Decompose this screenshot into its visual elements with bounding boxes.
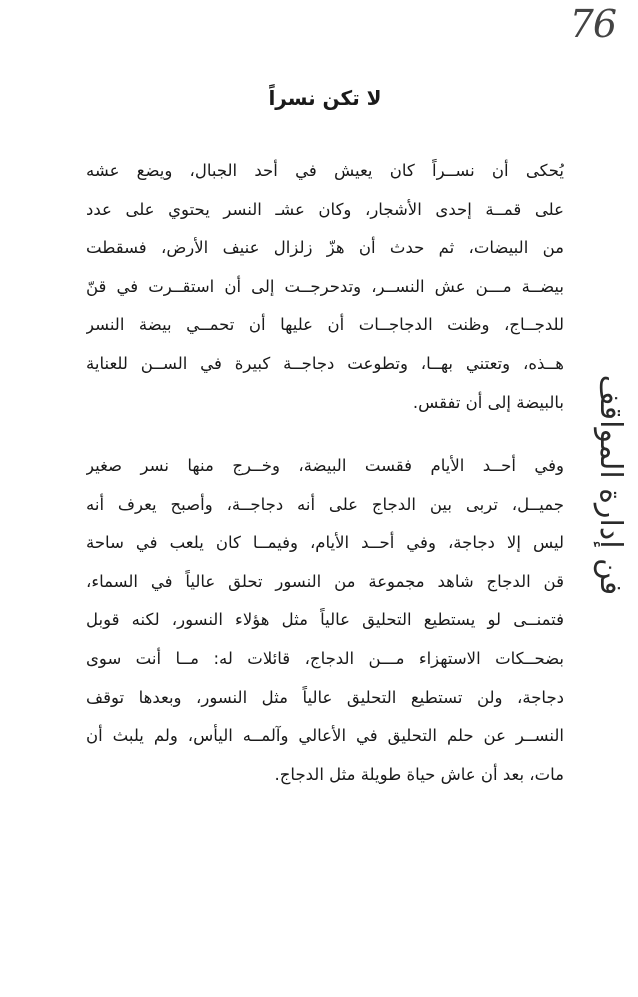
text-line: ليس إلا دجاجة، وفي أحــد الأيام، وفيمــا كان يلعب في ساحة — [86, 533, 564, 553]
text-line: فتمنــى لو يستطيع التحليق عالياً مثل هؤلاء النسور، لكنه قوبل — [86, 610, 564, 630]
text-line: يُحكى أن نســراً كان يعيش في أحد الجبال، ويضع عشه — [86, 161, 564, 180]
text-line: على قمــة إحدى الأشجار، وكان عشـ النسر يحتوي على عدد — [86, 199, 564, 219]
text-line: هــذه، وتعتني بهــا، وتطوعت دجاجــة كبيرة في الســن للعناية — [86, 353, 564, 373]
text-line: بيضــة مـــن عش النســر، وتدحرجــت إلى أن استقــرت في قنّ — [86, 276, 564, 296]
text-line: من البيضات، ثم حدث أن هزّ زلزال عنيف الأرض، فسقطت — [86, 238, 564, 258]
text-line: وفي أحــد الأيام فقست البيضة، وخــرج منها نسر صغير — [86, 456, 564, 475]
text-line: قن الدجاج شاهد مجموعة من النسور تحلق عالياً في السماء، — [86, 571, 564, 591]
text-line: بالبيضة إلى أن تفقس. — [412, 392, 564, 412]
page-number: 76 — [569, 2, 616, 46]
text-line: بضحــكات الاستهزاء مـــن الدجاج، قائلات له: مــا أنت سوى — [86, 648, 564, 668]
paragraph-2 — [86, 447, 564, 794]
paragraph-1 — [86, 152, 564, 422]
text-line: للدجــاج، وظنت الدجاجــات أن عليها أن تحمــي بيضة النسر — [86, 315, 564, 335]
text-line: جميــل، تربى بين الدجاج على أنه دجاجــة، وأصبح يعرف أنه — [86, 494, 564, 514]
text-line: مات، بعد أن عاش حياة طويلة مثل الدجاج. — [274, 764, 564, 784]
book-title: فن إدارة المواقف — [593, 374, 628, 596]
text-line: النســر عن حلم التحليق في الأعالي وآلمــه اليأس، ولم يلبث أن — [86, 726, 564, 746]
text-line: دجاجة، ولن تستطيع التحليق عالياً مثل النسور، وبعدها توقف — [86, 687, 564, 707]
chapter-title: لا تكن نسراً — [268, 86, 382, 110]
